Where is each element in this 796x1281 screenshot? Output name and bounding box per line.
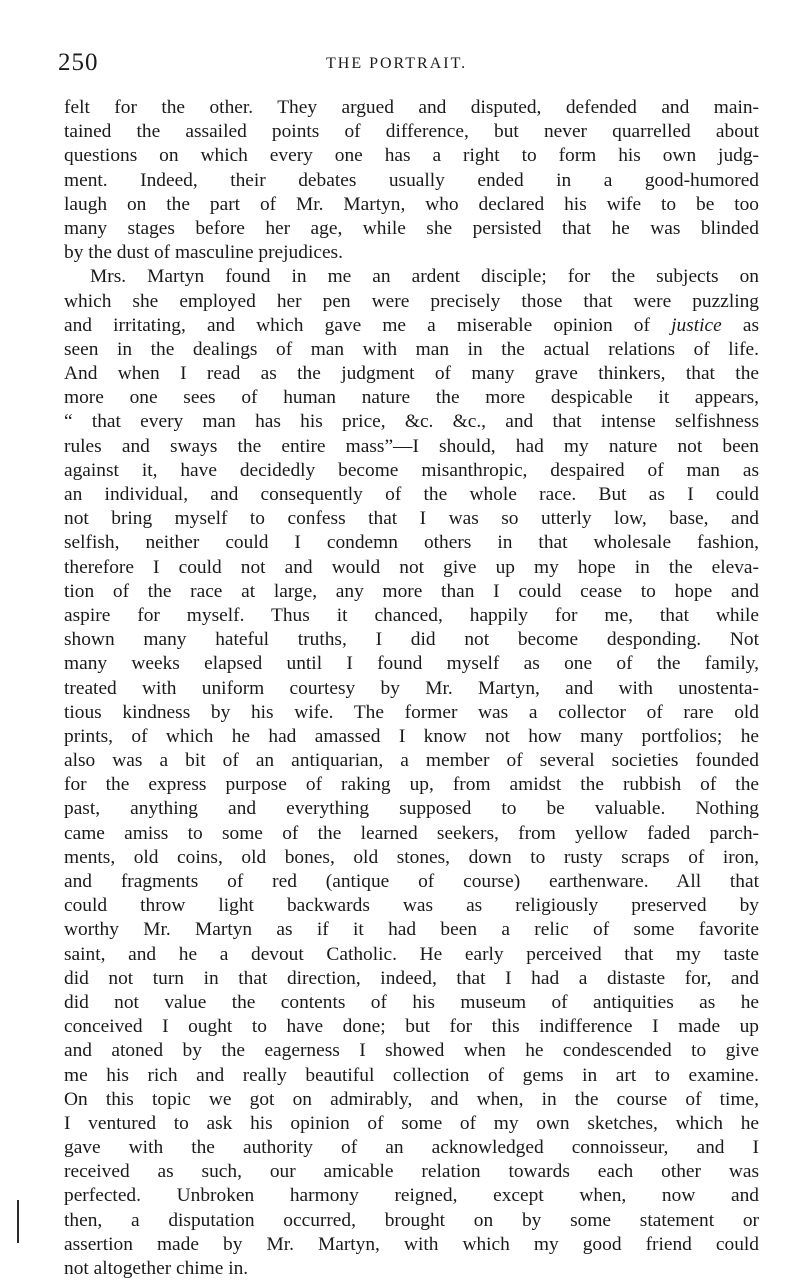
text-line: rules and sways the entire mass”—I should, had my nature not been (64, 435, 759, 457)
body-text (64, 96, 759, 1281)
text-line: prints, of which he had amassed I know not how many portfolios; he (64, 725, 759, 747)
text-line: laugh on the part of Mr. Martyn, who declared his wife to be too (64, 193, 759, 215)
text-line: against it, have decidedly become misanthropic, despaired of man as (64, 459, 759, 481)
text-line: conceived I ought to have done; but for this indifference I made up (64, 1016, 759, 1038)
text-line: felt for the other. They argued and disputed, defended and main- (64, 97, 759, 118)
text-line: which she employed her pen were precisely those that were puzzling (64, 290, 759, 312)
text-line: me his rich and really beautiful collection of gems in art to examine. (64, 1064, 759, 1086)
text-line: did not value the contents of his museum of antiquities as he (64, 991, 759, 1013)
text-line: “ that every man has his price, &c. &c., and that intense selfishness (64, 411, 759, 433)
text-line: therefore I could not and would not give up my hope in the eleva- (64, 556, 759, 578)
running-title: THE PORTRAIT. (326, 55, 468, 72)
text-line: and fragments of red (antique of course) earthenware. All that (64, 871, 759, 892)
text-line: many stages before her age, while she persisted that he was blinded (64, 217, 759, 239)
margin-rule (17, 1200, 19, 1243)
text-line: many weeks elapsed until I found myself as one of the family, (64, 653, 759, 675)
text-line: tion of the race at large, any more than I could cease to hope and (64, 580, 759, 602)
text-line: ment. Indeed, their debates usually ended in a good-humored (64, 169, 759, 191)
text-line: seen in the dealings of man with man in the actual relations of life. (64, 338, 759, 360)
text-line: gave with the authority of an acknowledged connoisseur, and I (64, 1137, 759, 1159)
text-line: an individual, and consequently of the whole race. But as I could (64, 484, 759, 505)
page-header (58, 48, 796, 78)
text-line: worthy Mr. Martyn as if it had been a relic of some favorite (64, 919, 759, 941)
text-line: And when I read as the judgment of many grave thinkers, that the (64, 363, 759, 385)
italic-word: justice (671, 314, 722, 336)
text-line: received as such, our amicable relation towards each other was (64, 1161, 759, 1183)
text-line: then, a disputation occurred, brought on by some statement or (64, 1209, 759, 1231)
page-number: 250 (58, 49, 99, 76)
text-line: for the express purpose of raking up, from amidst the rubbish of the (64, 774, 759, 796)
text-line: aspire for myself. Thus it chanced, happily for me, that while (64, 604, 759, 626)
text-line: past, anything and everything supposed to be valuable. Nothing (64, 798, 759, 820)
text-line: perfected. Unbroken harmony reigned, except when, now and (64, 1185, 759, 1207)
text-line: did not turn in that direction, indeed, that I had a distaste for, and (64, 967, 759, 989)
text-line: more one sees of human nature the more despicable it appears, (64, 387, 759, 409)
text-span: and irritating, and which gave me a miserable opinion of (64, 314, 650, 336)
text-line: On this topic we got on admirably, and when, in the course of time, (64, 1088, 759, 1110)
text-line: and atoned by the eagerness I showed when he condescended to give (64, 1040, 759, 1062)
text-line: assertion made by Mr. Martyn, with which my good friend could (64, 1233, 759, 1255)
text-line: questions on which every one has a right to form his own judg- (64, 145, 759, 167)
text-line: selfish, neither could I condemn others in that wholesale fashion, (64, 532, 759, 554)
text-line: shown many hateful truths, I did not become desponding. Not (64, 629, 759, 651)
text-line: I ventured to ask his opinion of some of my own sketches, which he (64, 1112, 759, 1134)
text-line: by the dust of masculine prejudices. (64, 242, 343, 264)
text-line-with-italic (64, 314, 759, 338)
text-line: Mrs. Martyn found in me an ardent disciple; for the subjects on (90, 266, 759, 288)
text-line: tained the assailed points of difference, but never quarrelled about (64, 121, 759, 143)
text-line: could throw light backwards was as religiously preserved by (64, 895, 759, 917)
text-span: as (721, 314, 759, 336)
text-line: treated with uniform courtesy by Mr. Martyn, and with unostenta- (64, 677, 759, 699)
text-line: not altogether chime in. (64, 1258, 249, 1279)
text-line: tious kindness by his wife. The former was a collector of rare old (64, 701, 759, 723)
text-line: ments, old coins, old bones, old stones, down to rusty scraps of iron, (64, 846, 759, 868)
text-line: came amiss to some of the learned seekers, from yellow faded parch- (64, 822, 759, 844)
text-line: not bring myself to confess that I was so utterly low, base, and (64, 508, 759, 530)
text-line: also was a bit of an antiquarian, a member of several societies founded (64, 750, 759, 772)
text-line: saint, and he a devout Catholic. He early perceived that my taste (64, 943, 759, 965)
